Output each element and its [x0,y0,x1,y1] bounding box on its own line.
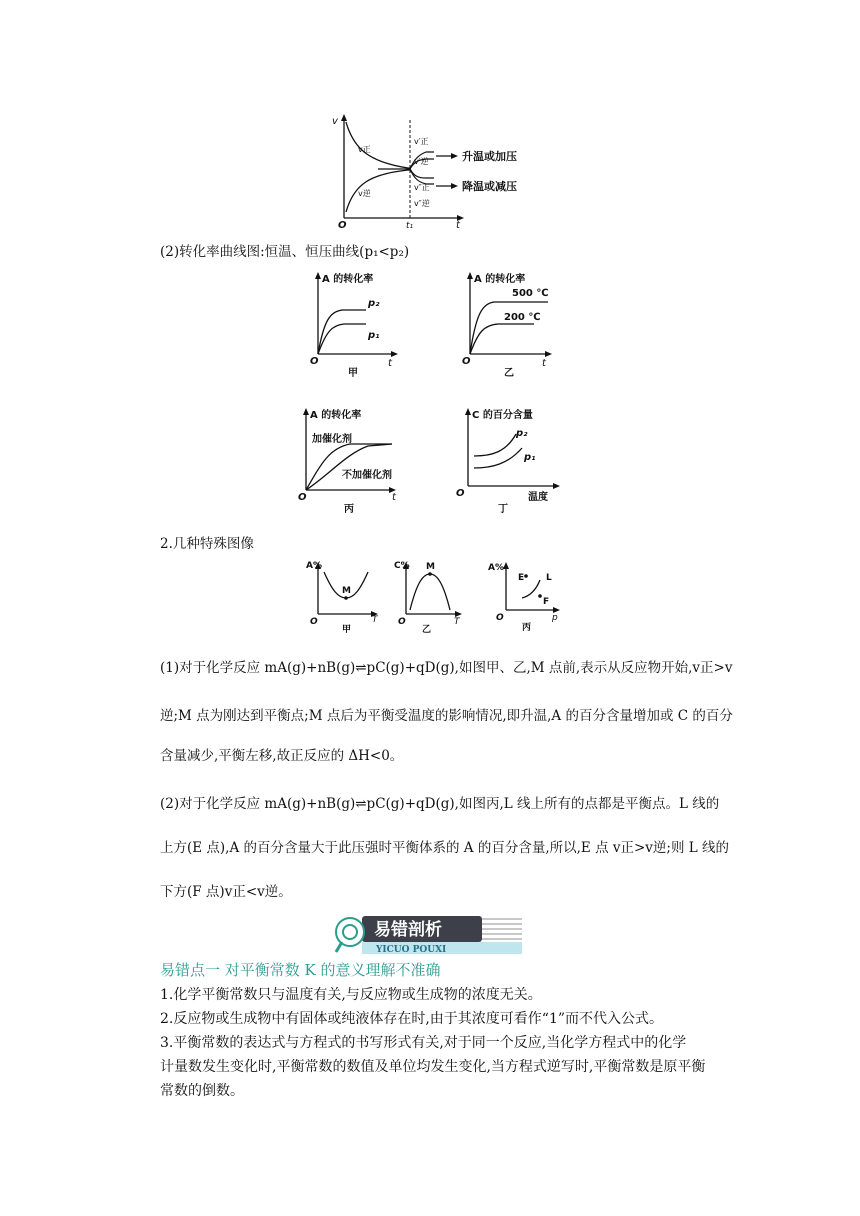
sp-jia-m: M [342,586,351,596]
note-3-cont: 计量数发生变化时,平衡常数的数值及单位均发生变化,当方程式逆写时,平衡常数是原平衡 [160,1059,706,1075]
sp-yi-x: T [454,617,460,627]
para1-line3: 含量减少,平衡左移,故正反应的 ΔH<0。 [160,748,404,764]
ding-p1: p₁ [524,452,536,463]
heading-conversion-curves: (2)转化率曲线图:恒温、恒压曲线(p₁<p₂) [160,244,410,260]
fig-top-vzheng-p: v′正 [414,137,429,146]
bing-caption: 丙 [344,504,354,515]
sp-yi-m: M [426,562,435,572]
sp-bing-l: L [546,573,552,583]
fig-top-vni: v逆 [358,189,371,198]
sp-jia-caption: 甲 [342,625,352,634]
ding-origin: O [456,488,465,499]
fig-top-arrow1: 升温或加压 [462,150,517,163]
bing-t: t [392,492,396,503]
sp-bing-origin: O [496,613,504,623]
sp-bing-caption: 丙 [522,623,532,633]
figure-bing [296,404,406,516]
yi-caption: 乙 [504,368,514,379]
note-2: 2.反应物或生成物中有固体或纯液体存在时,由于其浓度可看作“1”而不代入公式。 [160,1011,664,1027]
fig-top-yaxis: v [332,116,338,127]
yi-200: 200 ℃ [504,312,541,323]
ding-p2: p₂ [516,428,528,439]
para1-line2: 逆;M 点为刚达到平衡点;M 点后为平衡受温度的影响情况,即升温,A 的百分含量增加或 C 的百分 [160,708,733,724]
note-1: 1.化学平衡常数只与温度有关,与反应物或生成物的浓度无关。 [160,987,542,1003]
bing-ylabel: A 的转化率 [310,410,362,421]
sp-yi-origin: O [398,617,406,627]
ding-ylabel: C 的百分含量 [472,410,533,421]
para2-line3: 下方(F 点)v正<v逆。 [160,884,292,900]
yi-ylabel: A 的转化率 [474,274,526,285]
special-figure-jia [304,556,388,634]
special-figure-yi [392,556,476,634]
sp-yi-caption: 乙 [422,625,432,634]
jia-origin: O [310,356,319,367]
bing-origin: O [298,492,307,503]
fig-top-arrow2: 降温或减压 [462,180,517,193]
special-figure-bing [486,556,570,634]
para2-line1: (2)对于化学反应 mA(g)+nB(g)⇌pC(g)+qD(g),如图丙,L 线上所有的点都是平衡点。L 线的 [160,796,720,812]
para2-line2: 上方(E 点),A 的百分含量大于此压强时平衡体系的 A 的百分含量,所以,E 点 v正>v逆;则 L 线的 [160,840,730,856]
bing-nocat: 不加催化剂 [342,470,392,481]
jia-p1: p₁ [368,330,380,341]
ding-caption: 丁 [498,504,508,515]
section-badge [332,912,528,958]
jia-caption: 甲 [348,368,358,379]
badge-title: 易错剖析 [374,920,442,940]
sp-bing-f: F [543,597,550,607]
fig-top-vzheng: v正 [358,145,371,154]
sp-bing-x: p [552,613,558,623]
badge-pinyin: YICUO POUXI [376,945,447,955]
bing-cat: 加催化剂 [312,434,352,445]
yi-origin: O [462,356,471,367]
section-special-graphs: 2.几种特殊图像 [160,536,254,552]
jia-ylabel: A 的转化率 [322,274,374,285]
figure-yi [458,270,568,380]
jia-t: t [388,358,392,369]
error-point-1-title: 易错点一 对平衡常数 K 的意义理解不准确 [160,961,441,979]
note-3-end: 常数的倒数。 [160,1083,244,1099]
fig-top-vzheng-pp: v″正 [414,183,430,192]
velocity-time-figure [330,110,560,230]
fig-top-vni-p: v′逆 [414,157,429,166]
para1-line1: (1)对于化学反应 mA(g)+nB(g)⇌pC(g)+qD(g),如图甲、乙,M 点前,表示从反应物开始,v正>v [160,660,733,676]
jia-p2: p₂ [368,298,380,309]
sp-jia-x: T [372,615,378,625]
figure-jia [306,270,406,380]
sp-jia-origin: O [310,617,318,627]
sp-yi-ylabel: C% [394,561,410,571]
ding-xlabel: 温度 [528,492,548,503]
fig-top-vni-pp: v″逆 [414,199,430,208]
yi-500: 500 ℃ [512,288,549,299]
fig-top-t: t [456,220,460,230]
fig-top-origin: O [338,220,347,230]
sp-bing-e: E [518,573,525,583]
figure-ding [452,404,572,516]
fig-top-t1: t₁ [406,221,414,230]
sp-bing-ylabel: A% [488,563,504,573]
yi-t: t [542,358,546,369]
note-3: 3.平衡常数的表达式与方程式的书写形式有关,对于同一个反应,当化学方程式中的化学 [160,1035,687,1051]
sp-jia-ylabel: A% [306,561,322,571]
